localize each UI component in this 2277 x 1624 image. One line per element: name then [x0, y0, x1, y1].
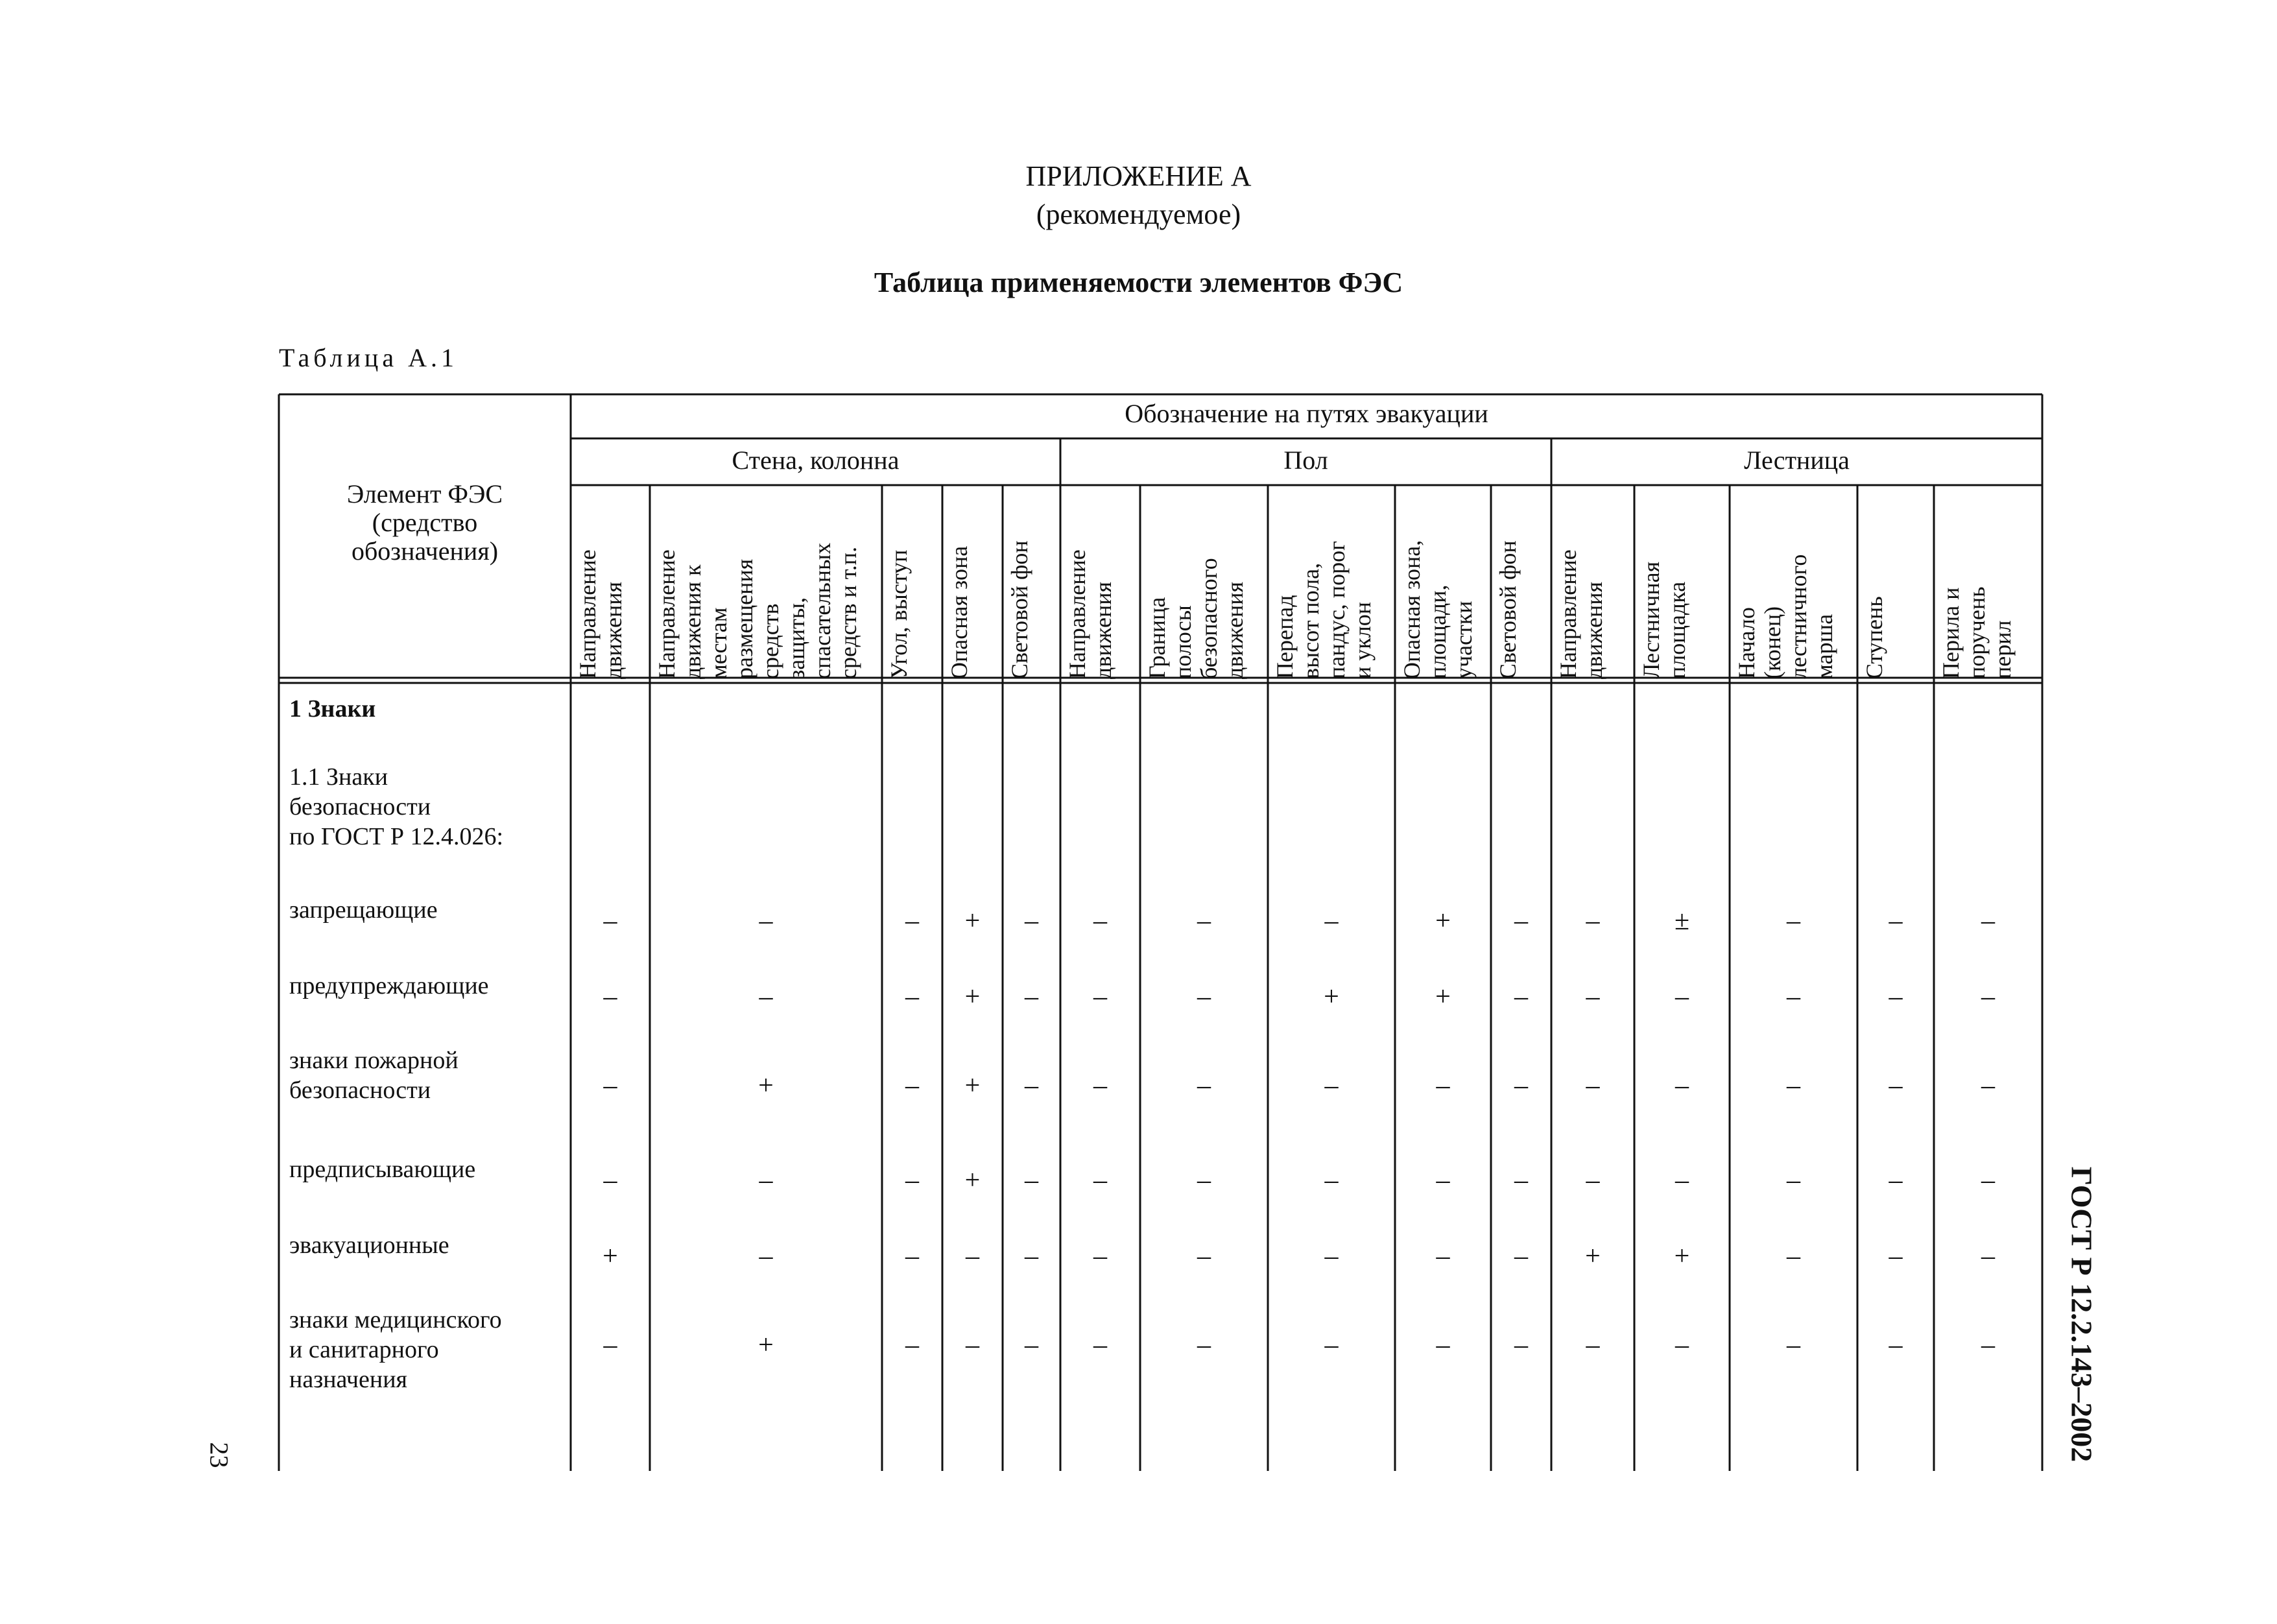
table-cell-value: – [759, 982, 773, 1012]
table-cell-value: – [1675, 1071, 1689, 1101]
column-header [1938, 492, 2041, 679]
table-cell-value: – [1787, 1165, 1800, 1195]
table-cell-value: – [1514, 1241, 1528, 1271]
table-cell-value: – [1025, 1071, 1038, 1101]
column-header-text: Ступень [1861, 596, 1887, 679]
table-cell-value: – [1197, 906, 1211, 936]
table-label: Таблица А.1 [279, 343, 458, 372]
table-cell-value: – [1514, 906, 1528, 936]
table-cell-value: – [1981, 1330, 1995, 1360]
table-cell-value: + [964, 1071, 981, 1101]
table-cell-value: – [1889, 906, 1903, 936]
table-cell-value: – [1586, 1165, 1600, 1195]
column-header [1007, 492, 1059, 679]
column-header [1495, 492, 1550, 679]
table-cell-value: – [1675, 1165, 1689, 1195]
table-cell-value: – [1324, 1071, 1339, 1101]
top-group-header: Обозначение на путях эвакуации [1125, 399, 1488, 428]
table-cell-value: – [1093, 1241, 1107, 1271]
table-cell-value: – [1436, 1330, 1450, 1360]
table-cell-value: ± [1674, 906, 1690, 936]
column-header [654, 492, 881, 679]
appendix-title: ПРИЛОЖЕНИЕ А [1025, 160, 1252, 192]
table-cell-value: – [1197, 1330, 1211, 1360]
row-header-cell: Элемент ФЭС (средство обозначения) [346, 479, 503, 566]
table-cell-value: – [1093, 982, 1107, 1012]
table-cell-value: – [905, 1165, 919, 1195]
table-cell-value: – [1025, 1241, 1038, 1271]
table-cell-value: – [1981, 906, 1995, 936]
column-header-text: Световой фон [1007, 540, 1032, 679]
table-cell-value: – [966, 1241, 979, 1271]
table-cell-value: – [1514, 982, 1528, 1012]
table-cell-value: – [1675, 982, 1689, 1012]
document-code: ГОСТ Р 12.2.143–2002 [2065, 1166, 2099, 1463]
table-cell-value: – [1514, 1330, 1528, 1360]
table-cell-value: – [905, 1241, 919, 1271]
row-label: 1 Знаки [289, 695, 376, 722]
table-cell-value: – [1514, 1071, 1528, 1101]
table-cell-value: – [1787, 982, 1800, 1012]
table-cell-value: – [1093, 906, 1107, 936]
table-cell-value: – [1324, 906, 1339, 936]
column-header [1144, 492, 1267, 679]
table-cell-value: – [1025, 1330, 1038, 1360]
table-cell-value: – [1197, 1071, 1211, 1101]
table-cell-value: – [1324, 1165, 1339, 1195]
table-cell-value: – [1889, 1330, 1903, 1360]
table-cell-value: – [1025, 982, 1038, 1012]
table-cell-value: – [759, 1165, 773, 1195]
column-header-text: Граница полосы безопасного движения [1144, 558, 1248, 679]
table-cell-value: + [964, 1165, 981, 1195]
table-cell-value: – [1324, 1241, 1339, 1271]
page-number: 23 [204, 1442, 234, 1468]
appendix-status: (рекомендуемое) [1036, 198, 1241, 230]
table-cell-value: + [964, 906, 981, 936]
table-cell-value: + [1674, 1241, 1690, 1271]
column-header-text: Опасная зона [946, 545, 972, 679]
column-header [946, 492, 1001, 679]
table-cell-value: – [1025, 906, 1038, 936]
column-header [1272, 492, 1394, 679]
row-label: запрещающие [289, 896, 438, 924]
table-cell-value: – [1981, 1165, 1995, 1195]
table-cell-value: – [759, 906, 773, 936]
column-header-text: Направление движения [1064, 549, 1116, 679]
group-header: Стена, колонна [732, 446, 900, 475]
column-header [1638, 492, 1728, 679]
column-header-text: Направление движения к местам размещения средств защиты, спасательных средств и т.п. [654, 542, 861, 679]
table-cell-value: – [1787, 1241, 1800, 1271]
table-cell-value: – [603, 1330, 617, 1360]
column-header [1064, 492, 1139, 679]
table-cell-value: – [1586, 1071, 1600, 1101]
table-cell-value: – [603, 1165, 617, 1195]
row-label: предупреждающие [289, 972, 489, 999]
table-cell-value: + [602, 1241, 618, 1271]
column-header-text: Начало (конец) лестничного марша [1734, 554, 1837, 679]
table-cell-value: – [1436, 1241, 1450, 1271]
column-header-text: Лестничная площадка [1638, 561, 1690, 679]
table-title: Таблица применяемости элементов ФЭС [874, 267, 1403, 298]
table-cell-value: + [1585, 1241, 1601, 1271]
table-cell-value: – [1889, 1241, 1903, 1271]
table-cell-value: – [905, 906, 919, 936]
table-cell-value: – [1586, 906, 1600, 936]
table-cell-value: – [966, 1330, 979, 1360]
table-cell-value: – [905, 982, 919, 1012]
table-cell-value: – [1197, 1241, 1211, 1271]
table-cell-value: – [1025, 1165, 1038, 1195]
column-header [1861, 492, 1933, 679]
group-header: Пол [1283, 446, 1328, 475]
column-header-text: Опасная зона, площади, участки [1399, 540, 1477, 679]
column-header [1555, 492, 1633, 679]
table-cell-value: – [603, 906, 617, 936]
table-cell-value: – [759, 1241, 773, 1271]
table-cell-value: – [1093, 1071, 1107, 1101]
row-label: предписывающие [289, 1156, 476, 1183]
column-header [1399, 492, 1490, 679]
table-cell-value: – [1889, 982, 1903, 1012]
table-cell-value: – [1586, 982, 1600, 1012]
column-header [575, 492, 649, 679]
column-header-text: Перепад высот пола, пандус, порог и уклон [1272, 541, 1376, 679]
table-cell-value: + [1324, 982, 1339, 1012]
table-cell-value: – [905, 1071, 919, 1101]
table-cell-value: + [758, 1330, 774, 1360]
table-cell-value: – [1889, 1071, 1903, 1101]
table-cell-value: – [603, 982, 617, 1012]
table-cell-value: – [1787, 1330, 1800, 1360]
table-cell-value: – [603, 1071, 617, 1101]
table-cell-value: – [905, 1330, 919, 1360]
table-cell-value: + [758, 1071, 774, 1101]
row-label: 1.1 Знаки безопасности по ГОСТ Р 12.4.026: [289, 763, 504, 850]
column-header-text: Перила и поручень перил [1938, 586, 2016, 679]
table-cell-value: – [1436, 1071, 1450, 1101]
table-cell-value: + [1435, 982, 1451, 1012]
table-cell-value: + [964, 982, 981, 1012]
table-cell-value: – [1675, 1330, 1689, 1360]
column-header-text: Направление движения [575, 549, 626, 679]
table-cell-value: – [1787, 1071, 1800, 1101]
row-label: эвакуационные [289, 1232, 449, 1259]
table-cell-value: – [1981, 1071, 1995, 1101]
table-cell-value: – [1981, 1241, 1995, 1271]
column-header-text: Световой фон [1495, 540, 1521, 679]
table-cell-value: – [1093, 1165, 1107, 1195]
table-cell-value: – [1436, 1165, 1450, 1195]
column-header [1734, 492, 1856, 679]
table-cell-value: – [1197, 982, 1211, 1012]
row-label: знаки пожарной безопасности [289, 1047, 459, 1104]
table-cell-value: – [1787, 906, 1800, 936]
table-cell-value: – [1981, 982, 1995, 1012]
column-header-text: Угол, выступ [886, 549, 912, 679]
table-cell-value: – [1197, 1165, 1211, 1195]
column-header [886, 492, 941, 679]
table-cell-value: – [1889, 1165, 1903, 1195]
row-label: знаки медицинского и санитарного назначения [289, 1306, 502, 1393]
column-header-text: Направление движения [1555, 549, 1607, 679]
table-cell-value: + [1435, 906, 1451, 936]
group-header: Лестница [1744, 446, 1850, 475]
table-cell-value: – [1586, 1330, 1600, 1360]
table-cell-value: – [1514, 1165, 1528, 1195]
table-cell-value: – [1093, 1330, 1107, 1360]
table-cell-value: – [1324, 1330, 1339, 1360]
